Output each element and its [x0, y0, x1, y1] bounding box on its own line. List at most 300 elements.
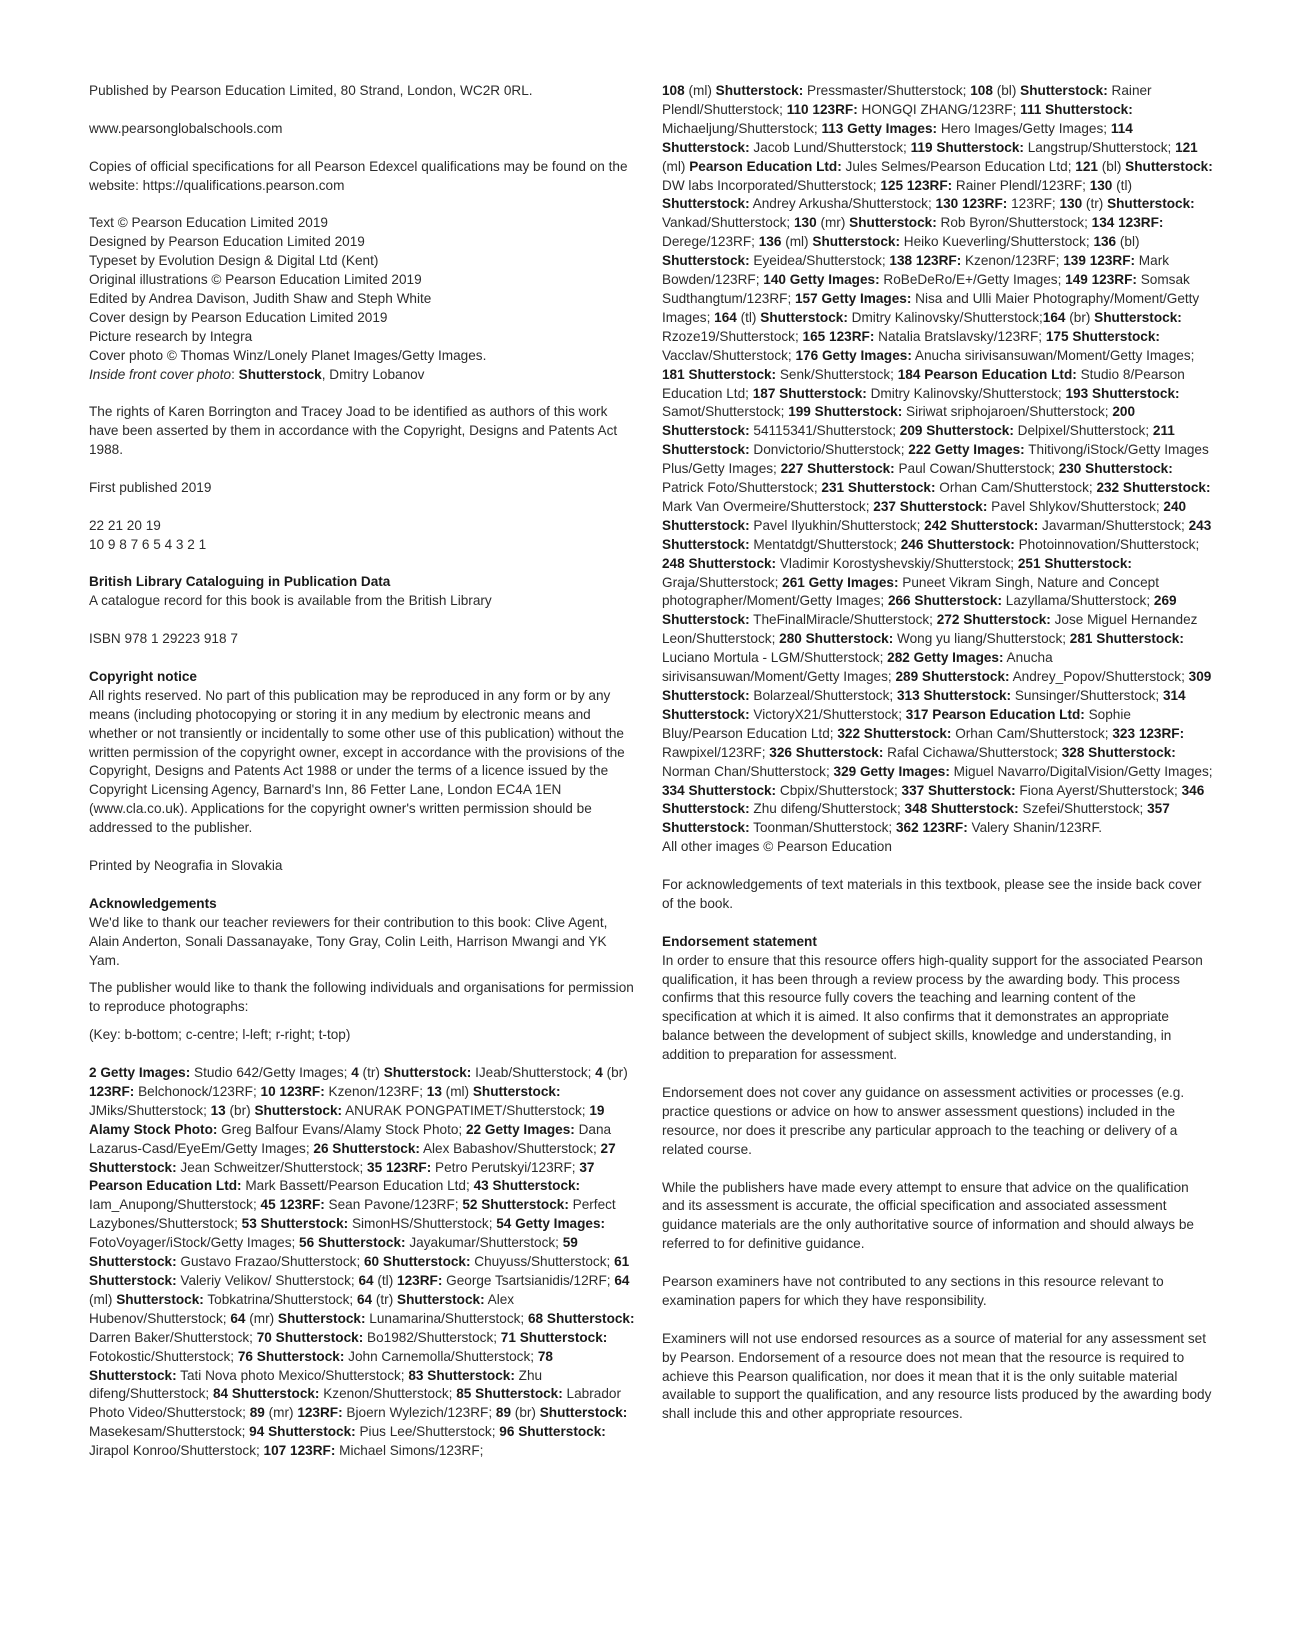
- credit-source: Pearson Education Ltd:: [89, 1178, 242, 1194]
- credit-name: Anucha sirivisansuwan/Moment/Getty Images;: [911, 347, 1195, 363]
- print-years: 22 21 20 19: [89, 517, 161, 533]
- credit-name: Rainer Plendl/123RF;: [952, 177, 1090, 193]
- credit-page: 108: [970, 83, 997, 98]
- credit-position: (ml): [445, 1083, 473, 1099]
- credit-page: 323: [1112, 725, 1136, 741]
- credit-source: Shutterstock:: [275, 1329, 364, 1345]
- credit-name: Vankad/Shutterstock;: [662, 215, 794, 231]
- credit-source: Shutterstock:: [921, 669, 1010, 685]
- credit-name: Rawpixel/123RF;: [662, 744, 770, 760]
- credit-source: Shutterstock:: [519, 1329, 608, 1345]
- credit-source: Shutterstock:: [923, 688, 1012, 703]
- credit-page: 89: [249, 1405, 269, 1421]
- photo-credit-entry: [230, 1311, 528, 1326]
- credit-name: Vacclav/Shutterstock;: [662, 347, 796, 363]
- credit-source: 123RF:: [1089, 253, 1136, 269]
- credit-source: Shutterstock:: [927, 536, 1015, 552]
- photo-credit-entry: [257, 1330, 501, 1345]
- credit-name: Rob Byron/Shutterstock;: [936, 215, 1092, 231]
- credit-position: (ml): [688, 83, 716, 98]
- photo-credit-entry: [781, 461, 1059, 476]
- credit-position: (br): [229, 1102, 255, 1118]
- credit-page: 346: [1181, 782, 1205, 798]
- credit-name: Eyeidea/Shutterstock;: [749, 253, 890, 269]
- credit-name: Michaeljung/Shutterstock;: [662, 120, 822, 136]
- credit-source: Getty Images:: [859, 763, 950, 779]
- credit-page: 282: [887, 650, 910, 666]
- photo-credit-entry: [895, 669, 1188, 684]
- photo-credit-entry: [299, 1235, 563, 1250]
- credit-page: 165: [802, 328, 826, 344]
- photo-credit-entry: [834, 764, 1213, 779]
- credit-page: 10: [260, 1083, 276, 1099]
- credit-name: Darren Baker/Shutterstock;: [89, 1329, 257, 1345]
- credit-source: Getty Images:: [100, 1065, 191, 1081]
- credit-page: 329: [833, 763, 857, 779]
- credit-page: 139: [1063, 253, 1086, 269]
- credit-page: 269: [1153, 593, 1177, 609]
- credit-source: Shutterstock:: [688, 366, 777, 382]
- credit-page: 130: [1059, 196, 1086, 212]
- photo-credits-part-1: [89, 1064, 638, 1461]
- credit-name: Photoinnovation/Shutterstock;: [1014, 536, 1200, 552]
- credit-source: 123RF:: [385, 1159, 432, 1175]
- credit-name: Rzoze19/Shutterstock;: [662, 328, 803, 344]
- credit-page: 193: [1065, 385, 1089, 401]
- credit-name: Studio 8/Pearson Education Ltd;: [662, 366, 1185, 401]
- photo-credit-entry: [714, 310, 1043, 325]
- credit-name: Anucha sirivisansuwan/Moment/Getty Images;: [662, 650, 1053, 685]
- photo-credit-entry: [794, 215, 1092, 230]
- credit-source: Shutterstock:: [899, 498, 988, 514]
- credit-page: 114: [1110, 120, 1133, 136]
- credit-name: Mentatdgt/Shutterstock;: [749, 536, 901, 552]
- credit-page: 134: [1091, 215, 1115, 231]
- credit-name: Valery Shanin/123RF.: [967, 820, 1103, 836]
- photo-credit-entry: [902, 783, 1182, 798]
- photo-credit-entry: [901, 537, 1199, 552]
- credit-name: DW labs Incorporated/Shutterstock;: [662, 177, 881, 193]
- photo-credits-part-2: [662, 82, 1214, 838]
- credit-position: (br): [514, 1405, 540, 1421]
- credit-source: Shutterstock:: [662, 820, 750, 836]
- credit-source: Shutterstock:: [231, 1386, 320, 1402]
- credit-source: Shutterstock:: [1091, 385, 1180, 401]
- credit-page: 242: [924, 517, 947, 533]
- photo-credit-entry: [662, 556, 1018, 571]
- credit-line: Original illustrations © Pearson Education Limited 2019: [89, 272, 422, 288]
- credit-position: (mr): [820, 215, 850, 231]
- credit-name: Studio 642/Getty Images;: [190, 1065, 352, 1081]
- photo-credit-entry: [662, 783, 902, 798]
- credit-name: Vladimir Korostyshevskiy/Shutterstock;: [776, 555, 1018, 571]
- credit-source: Shutterstock:: [332, 1140, 420, 1156]
- credit-page: 209: [899, 423, 923, 439]
- credit-source: Shutterstock:: [518, 1424, 606, 1440]
- credit-page: 64: [614, 1273, 630, 1288]
- credit-name: Norman Chan/Shutterstock;: [662, 763, 834, 779]
- credit-name: Lunamarina/Shutterstock;: [365, 1310, 528, 1326]
- credit-page: 45: [260, 1197, 276, 1213]
- credit-page: 272: [936, 612, 960, 628]
- credit-name: Senk/Shutterstock;: [776, 366, 898, 382]
- photo-credit-entry: [897, 688, 1163, 703]
- credit-name: JMiks/Shutterstock;: [89, 1102, 211, 1118]
- credit-line: Text © Pearson Education Limited 2019: [89, 215, 328, 231]
- credit-page: 326: [769, 744, 792, 760]
- credit-page: 130: [935, 196, 959, 212]
- credit-source: Shutterstock:: [914, 593, 1003, 609]
- credit-page: 322: [837, 725, 861, 741]
- position-key: (Key: b-bottom; c-centre; l-left; r-right; t-top): [89, 1027, 351, 1043]
- credit-page: 211: [1152, 423, 1175, 439]
- credit-page: 362: [895, 820, 919, 836]
- credit-source: Shutterstock:: [847, 480, 936, 496]
- photo-credit-entry: [889, 253, 1063, 268]
- credit-name: Siriwat sriphojaroen/Shutterstock;: [902, 404, 1113, 420]
- isbn: ISBN 978 1 29223 918 7: [89, 631, 238, 647]
- credit-page: 26: [313, 1140, 329, 1156]
- first-published: First published 2019: [89, 479, 212, 495]
- inside-cover-rest: , Dmitry Lobanov: [321, 366, 425, 382]
- credit-page: 85: [456, 1386, 472, 1402]
- cip-heading: British Library Cataloguing in Publication Data: [89, 574, 391, 590]
- credit-source: Shutterstock:: [963, 612, 1051, 628]
- credit-source: Shutterstock:: [539, 1405, 628, 1421]
- photo-credit-entry: [936, 196, 1060, 211]
- credit-name: HONGQI ZHANG/123RF;: [857, 101, 1021, 117]
- credit-page: 35: [367, 1159, 383, 1175]
- credit-name: VictoryX21/Shutterstock;: [749, 706, 906, 722]
- credit-page: 138: [889, 253, 913, 269]
- credit-name: Jayakumar/Shutterstock;: [405, 1235, 563, 1251]
- credit-name: Langstrup/Shutterstock;: [1023, 139, 1176, 155]
- credit-source: 123RF:: [89, 1083, 135, 1099]
- credit-page: 281: [1069, 631, 1093, 647]
- credit-source: Shutterstock:: [89, 1273, 177, 1288]
- printed-by: Printed by Neografia in Slovakia: [89, 858, 283, 873]
- credit-source: Getty Images:: [789, 272, 880, 288]
- credit-source: Pearson Education Ltd:: [932, 706, 1085, 722]
- credit-page: 125: [880, 177, 904, 193]
- credit-position: (br): [1069, 309, 1095, 325]
- credit-page: 357: [1147, 801, 1170, 817]
- credit-page: 164: [714, 309, 741, 325]
- credit-name: Gustavo Frazao/Shutterstock;: [176, 1254, 364, 1270]
- credit-name: Tobkatrina/Shutterstock;: [203, 1291, 357, 1307]
- credit-source: Shutterstock:: [481, 1197, 569, 1213]
- credit-name: Orhan Cam/Shutterstock;: [951, 725, 1113, 741]
- photo-credit-entry: [896, 820, 1102, 835]
- credit-page: 61: [614, 1254, 630, 1270]
- credit-line: Cover design by Pearson Education Limited 2019: [89, 309, 388, 325]
- photo-credit-entry: [911, 140, 1175, 155]
- credit-position: (tl): [1116, 177, 1133, 193]
- endorsement-paragraph: In order to ensure that this resource offers high-quality support for the associated Pearson qualification, it has been through a review process by the awarding body. This process confirms that this resource fully covers the teaching and learning content of the specification at which it is aimed. It also confirms that it demonstrates an appropriate balance between the development of subject skills, knowledge and understanding, in addition to preparation for assessment.: [662, 952, 1203, 1063]
- credit-position: (mr): [268, 1405, 298, 1421]
- credit-source: Getty Images:: [515, 1216, 606, 1232]
- credit-name: Heiko Kueverling/Shutterstock;: [900, 234, 1094, 250]
- credit-name: Graja/Shutterstock;: [662, 574, 783, 590]
- photo-credit-entry: [351, 1065, 595, 1080]
- credit-source: Getty Images:: [934, 442, 1025, 458]
- credit-source: Shutterstock:: [1085, 461, 1173, 477]
- text-acknowledgements: For acknowledgements of text materials in this textbook, please see the inside back cover of the book.: [662, 877, 1202, 911]
- credit-source: Shutterstock:: [1096, 631, 1184, 647]
- credit-name: Pius Lee/Shutterstock;: [355, 1424, 500, 1440]
- credit-source: Shutterstock:: [779, 385, 867, 401]
- publisher-line: Published by Pearson Education Limited, 80 Strand, London, WC2R 0RL.: [89, 83, 533, 98]
- credit-source: Shutterstock:: [688, 555, 777, 571]
- credit-name: TheFinalMiracle/Shutterstock;: [749, 612, 937, 628]
- credit-name: Luciano Mortula - LGM/Shutterstock;: [662, 650, 888, 666]
- endorsement-paragraph: Pearson examiners have not contributed to any sections in this resource relevant to examination papers for which they have responsibility.: [662, 1274, 1164, 1308]
- credit-page: 13: [426, 1083, 446, 1099]
- credit-name: George Tsartsianidis/12RF;: [442, 1273, 615, 1288]
- credit-name: Bjoern Wylezich/123RF;: [342, 1405, 496, 1421]
- credit-name: Mark Van Overmeire/Shutterstock;: [662, 498, 874, 514]
- credit-position: (bl): [1101, 158, 1126, 174]
- credit-page: 334: [662, 782, 685, 798]
- credit-name: Pressmaster/Shutterstock;: [803, 83, 971, 98]
- credit-source: Shutterstock:: [662, 423, 750, 439]
- credit-page: 64: [356, 1291, 376, 1307]
- credit-source: Shutterstock:: [1020, 83, 1108, 98]
- credit-page: 266: [887, 593, 911, 609]
- credit-line: Designed by Pearson Education Limited 2019: [89, 234, 365, 250]
- credit-name: Perfect Lazybones/Shutterstock;: [89, 1197, 616, 1232]
- credit-page: 52: [462, 1197, 478, 1213]
- credit-position: (mr): [249, 1310, 278, 1326]
- credit-page: 175: [1045, 328, 1069, 344]
- credit-page: 328: [1061, 744, 1085, 760]
- credit-source: 123RF:: [829, 328, 875, 344]
- credit-page: 60: [364, 1254, 380, 1270]
- credit-name: Paul Cowan/Shutterstock;: [894, 461, 1059, 477]
- credit-name: Jean Schweitzer/Shutterstock;: [176, 1159, 368, 1175]
- credit-name: Pavel Ilyukhin/Shutterstock;: [749, 517, 925, 533]
- print-line: [89, 517, 638, 555]
- endorsement-section: [662, 933, 1214, 1425]
- credit-source: Shutterstock:: [1094, 309, 1182, 325]
- cip-section: [89, 573, 638, 611]
- photo-credit-entry: [905, 801, 1148, 816]
- inside-cover-credit: Inside front cover photo: Shutterstock, Dmitry Lobanov: [89, 366, 425, 382]
- credit-source: Pearson Education Ltd:: [689, 158, 842, 174]
- credit-name: Cbpix/Shutterstock;: [776, 782, 902, 798]
- credit-source: 123RF:: [279, 1083, 325, 1099]
- credit-name: Zhu difeng/Shutterstock;: [89, 1367, 543, 1402]
- credit-page: 243: [1188, 517, 1212, 533]
- credit-source: Shutterstock:: [254, 1102, 343, 1118]
- credit-name: Iam_Anupong/Shutterstock;: [89, 1197, 261, 1213]
- photo-credit-entry: [787, 102, 1020, 117]
- rights-statement: The rights of Karen Borrington and Tracey Joad to be identified as authors of this work have been asserted by them in accordance with the Copyright, Designs and Patents Act 1988.: [89, 404, 618, 458]
- credit-line: Cover photo © Thomas Winz/Lonely Planet Images/Getty Images.: [89, 347, 487, 363]
- credit-name: Kzenon/123RF;: [961, 253, 1064, 269]
- photo-credit-entry: [662, 367, 898, 382]
- credit-source: Shutterstock:: [662, 801, 750, 817]
- credit-name: Kzenon/Shutterstock;: [319, 1386, 457, 1402]
- credit-page: 19: [589, 1102, 605, 1118]
- credit-source: Shutterstock:: [268, 1424, 356, 1440]
- credit-page: 121: [1075, 158, 1102, 174]
- credit-source: Shutterstock:: [662, 612, 750, 628]
- credit-page: 111: [1020, 101, 1042, 117]
- credit-page: 199: [788, 404, 811, 420]
- credit-name: Natalia Bratslavsky/123RF;: [874, 328, 1046, 344]
- copyright-heading: Copyright notice: [89, 668, 197, 684]
- credit-page: 149: [1065, 272, 1088, 288]
- credit-page: 54: [496, 1216, 512, 1232]
- credit-name: RoBeDeRo/E+/Getty Images;: [879, 272, 1066, 288]
- credit-page: 96: [499, 1424, 515, 1440]
- credit-source: Shutterstock:: [849, 215, 937, 231]
- credit-name: Hero Images/Getty Images;: [937, 120, 1111, 136]
- inside-cover-label: Inside front cover photo: [89, 366, 232, 382]
- photo-credit-entry: [803, 329, 1046, 344]
- credit-page: 246: [900, 536, 924, 552]
- credit-page: 230: [1058, 461, 1082, 477]
- credit-source: Shutterstock:: [662, 442, 750, 458]
- credit-page: 108: [662, 83, 689, 98]
- credit-name: Orhan Cam/Shutterstock;: [935, 480, 1097, 496]
- credit-page: 4: [351, 1065, 363, 1081]
- credit-name: ANURAK PONGPATIMET/Shutterstock;: [342, 1102, 590, 1118]
- credit-name: Bolarzeal/Shutterstock;: [749, 688, 897, 703]
- credit-source: Shutterstock:: [1107, 196, 1195, 212]
- acknowledgements-section: [89, 895, 638, 971]
- credit-page: 136: [758, 234, 786, 250]
- credit-page: 237: [873, 498, 896, 514]
- inside-cover-source: Shutterstock: [238, 366, 322, 382]
- credit-page: 181: [662, 366, 685, 382]
- credit-page: 232: [1096, 480, 1120, 496]
- credit-source: Shutterstock:: [950, 517, 1039, 533]
- credit-page: 157: [795, 290, 818, 306]
- credit-name: Donvictorio/Shutterstock;: [749, 442, 909, 458]
- photo-credit-entry: [662, 83, 970, 98]
- credit-position: (tl): [740, 309, 761, 325]
- photo-credit-entry: [250, 1405, 496, 1420]
- credit-page: 64: [358, 1273, 378, 1288]
- acknowledgements-heading: Acknowledgements: [89, 895, 217, 911]
- credit-page: 231: [821, 480, 845, 496]
- credit-page: 37: [579, 1159, 595, 1175]
- credit-source: Shutterstock:: [926, 423, 1014, 439]
- photo-credit-entry: [242, 1216, 497, 1231]
- credit-position: (br): [606, 1065, 628, 1081]
- credit-name: Andrey Arkusha/Shutterstock;: [749, 196, 936, 212]
- credit-page: 119: [910, 139, 933, 155]
- credit-source: Shutterstock:: [715, 83, 804, 98]
- credit-source: 123RF:: [1118, 215, 1164, 231]
- credit-source: Shutterstock:: [89, 1159, 177, 1175]
- photo-credit-entry: [364, 1254, 614, 1269]
- credit-name: SimonHS/Shutterstock;: [348, 1216, 497, 1232]
- credit-source: Shutterstock:: [492, 1178, 581, 1194]
- credit-source: Shutterstock:: [277, 1310, 366, 1326]
- photo-credit-entry: [238, 1349, 538, 1364]
- credit-name: Belchonock/123RF;: [134, 1083, 261, 1099]
- credit-source: Shutterstock:: [116, 1291, 204, 1307]
- credit-source: 123RF:: [290, 1443, 336, 1459]
- credit-position: (tl): [377, 1273, 398, 1288]
- credit-source: Shutterstock:: [1045, 101, 1133, 117]
- credit-source: Getty Images:: [821, 347, 912, 363]
- credit-name: Samot/Shutterstock;: [662, 404, 789, 420]
- credit-name: Pavel Shlykov/Shutterstock;: [987, 498, 1164, 514]
- acknowledgements-text: We'd like to thank our teacher reviewers for their contribution to this book: Clive Agent, Alain Anderton, Sonali Dassanayake, Tony Gray, Colin Leith, Harrison Mwangi and YK Yam.: [89, 914, 608, 968]
- credit-page: 70: [256, 1329, 272, 1345]
- credit-position: (bl): [1119, 234, 1140, 250]
- credit-page: 280: [779, 631, 802, 647]
- credit-page: 22: [465, 1121, 482, 1137]
- credit-name: Thitivong/iStock/Getty Images Plus/Getty Images;: [662, 442, 1209, 477]
- credit-source: Shutterstock:: [760, 309, 848, 325]
- credit-page: 309: [1188, 669, 1212, 685]
- credit-page: 222: [908, 442, 931, 458]
- credit-name: Rainer Plendl/Shutterstock;: [662, 83, 1152, 117]
- credit-page: 164: [1042, 309, 1070, 325]
- website-link[interactable]: www.pearsonglobalschools.com: [89, 120, 283, 136]
- photo-credit-entry: [779, 631, 1070, 646]
- credit-line: Typeset by Evolution Design & Digital Ltd (Kent): [89, 253, 379, 269]
- credit-page: 89: [495, 1405, 515, 1421]
- credit-page: 113: [821, 120, 844, 136]
- credit-name: Michael Simons/123RF;: [335, 1443, 484, 1459]
- credit-source: Shutterstock:: [1122, 480, 1211, 496]
- credit-source: Shutterstock:: [931, 801, 1019, 817]
- credit-page: 4: [595, 1065, 607, 1081]
- endorsement-heading: Endorsement statement: [662, 933, 817, 949]
- photo-credit-entry: [763, 272, 1065, 287]
- credit-name: Jirapol Konroo/Shutterstock;: [89, 1443, 264, 1459]
- photo-credit-entry: [788, 404, 1112, 419]
- credit-source: Shutterstock:: [688, 782, 777, 798]
- photo-credit-entry: [358, 1273, 614, 1288]
- credit-source: 123RF:: [915, 253, 962, 269]
- photo-credit-entry: [213, 1386, 456, 1401]
- credit-page: 84: [212, 1386, 229, 1402]
- credit-page: 136: [1093, 234, 1120, 250]
- credit-source: Getty Images:: [808, 574, 899, 590]
- photo-credit-entry: [753, 386, 1066, 401]
- photo-credit-entry: [769, 745, 1061, 760]
- photo-credit-entry: [873, 499, 1163, 514]
- endorsement-paragraph: Examiners will not use endorsed resources as a source of material for any assessment set by Pearson. Endorsement of a resource does not mean that the resource is required to achieve this Pearson qualification, nor does it mean that it is the only suitable material available to support the qualification, and any resource lists produced by the awarding body shall include this and other appropriate resources.: [662, 1330, 1212, 1422]
- credit-source: Shutterstock:: [936, 139, 1024, 155]
- credit-source: Shutterstock:: [795, 744, 884, 760]
- credit-name: Greg Balfour Evans/Alamy Stock Photo;: [217, 1121, 466, 1137]
- photo-credit-entry: [900, 423, 1153, 438]
- credit-page: 68: [528, 1310, 544, 1326]
- credit-page: 176: [795, 347, 819, 363]
- credit-page: 121: [1175, 139, 1198, 155]
- credit-name: Tati Nova photo Mexico/Shutterstock;: [176, 1367, 409, 1383]
- credit-position: (ml): [662, 158, 690, 174]
- credit-page: 56: [299, 1235, 315, 1251]
- photo-credit-entry: [821, 480, 1096, 495]
- credit-source: Shutterstock:: [662, 706, 750, 722]
- credit-source: Shutterstock:: [546, 1310, 635, 1326]
- credit-position: (bl): [996, 83, 1021, 98]
- credit-name: Derege/123RF;: [662, 234, 759, 250]
- credit-position: (tr): [362, 1065, 384, 1081]
- credit-source: Shutterstock:: [1044, 555, 1132, 571]
- credit-position: (ml): [785, 234, 813, 250]
- credit-position: (ml): [89, 1291, 117, 1307]
